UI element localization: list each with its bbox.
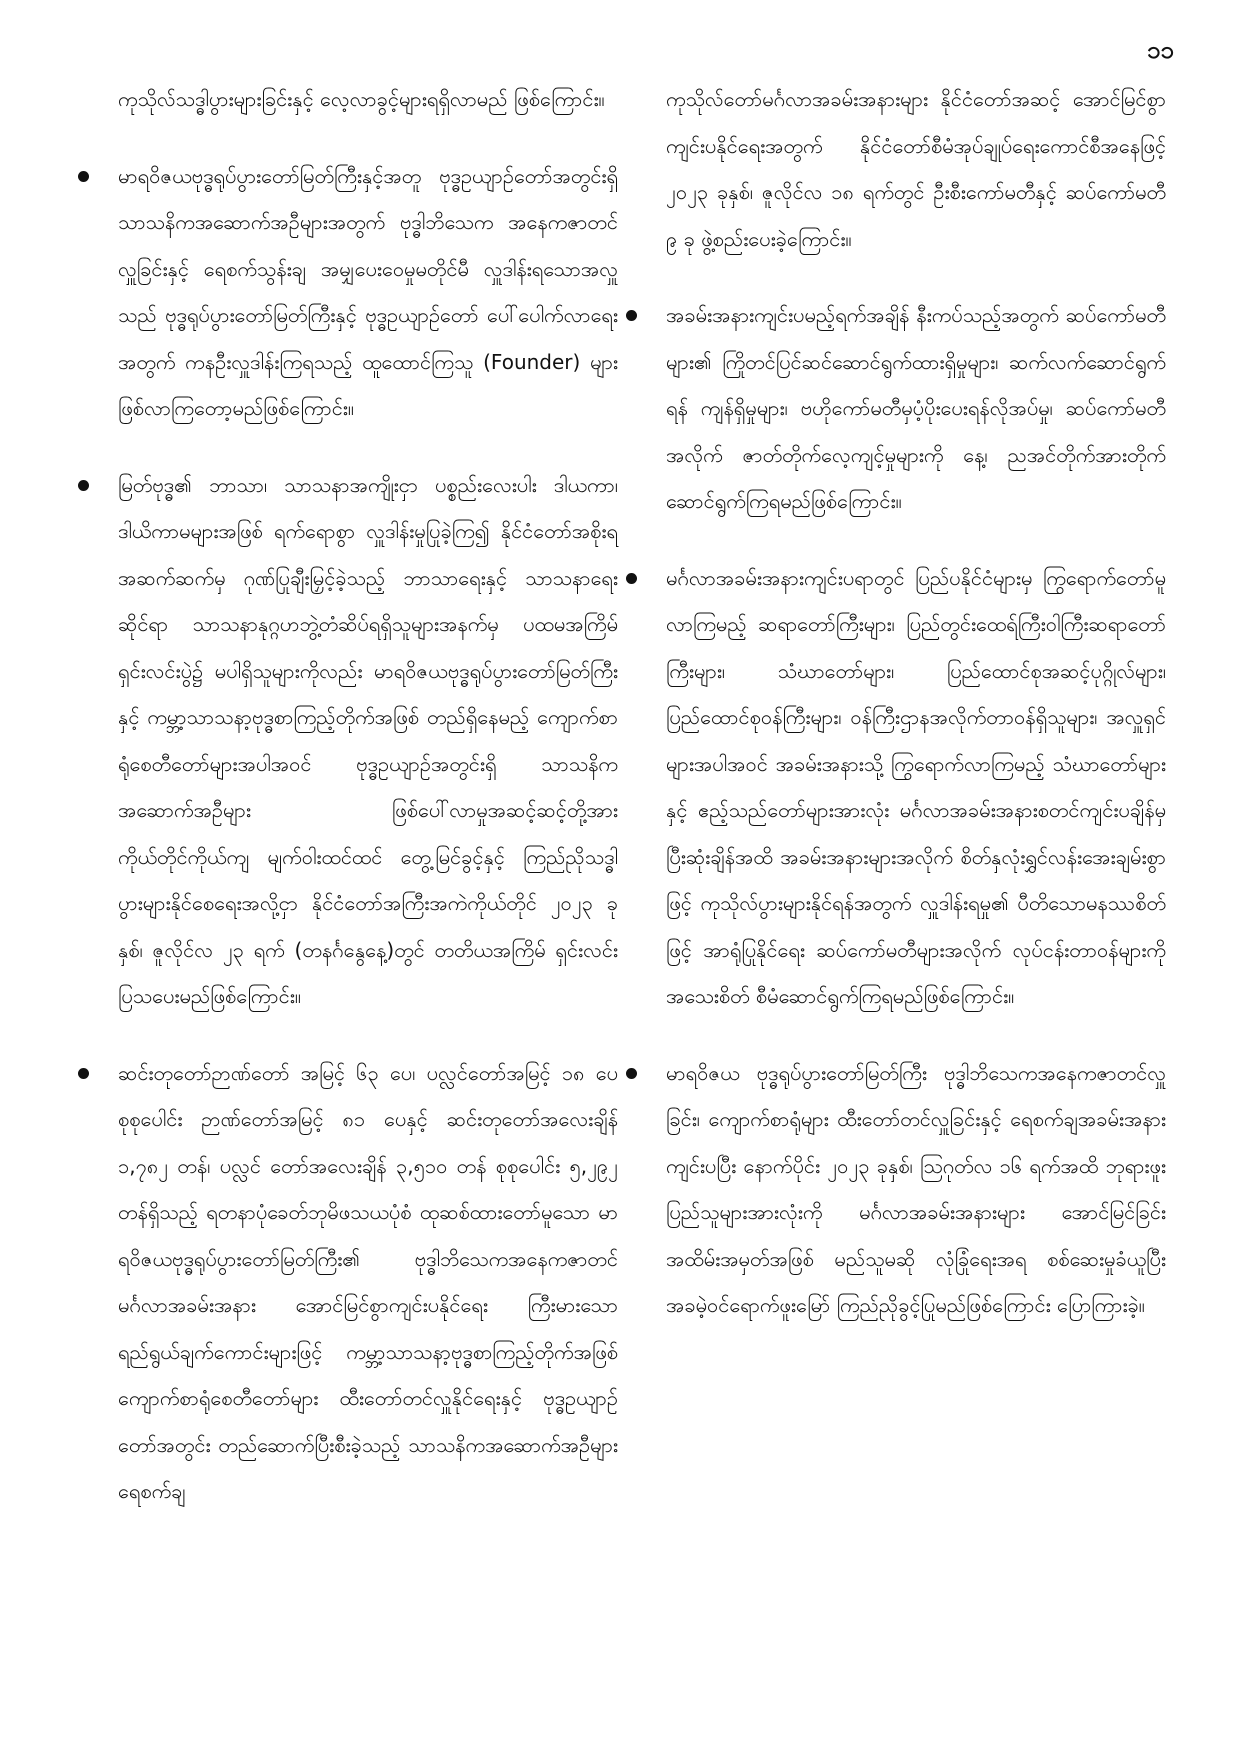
right-continuation-paragraph: ကုသိုလ်တော်မင်္ဂလာအခမ်းအနားများ နိုင်ငံတော်အဆင့် အောင်မြင်စွာ ကျင်းပနိုင်ရေးအတွက် နိုင်ငံတော်စီမံအုပ်ချုပ်ရေးကောင်စီအနေဖြင့် ၂၀၂၃ ခုနှစ်၊ ဇူလိုင်လ ၁၈ ရက်တွင် ဦးစီးကော်မတီနှင့် ဆပ်ကော်မတီ ၉ ခု ဖွဲ့စည်းပေးခဲ့ကြောင်း။ xyxy=(666,87,1166,251)
left-bullet-paragraph-1: မာရဝိဇယဗုဒ္ဓရုပ်ပွားတော်မြတ်ကြီးနှင့်အတူ ဗုဒ္ဓဥယျာဉ်တော်အတွင်းရှိ သာသနိကအဆောက်အဦများအတွက် ဗုဒ္ဓါဘိသေက အနေကဇာတင်လှူခြင်းနှင့် ရေစက်သွန်းချ အမျှပေးဝေမှုမတိုင်မီ လှူဒါန်းရသောအလှူသည် ဗုဒ္ဓရုပ်ပွားတော်မြတ်ကြီးနှင့် ဗုဒ္ဓဥယျာဉ်တော် ပေါ်ပေါက်လာရေးအတွက် ကနဦးလှူဒါန်းကြရသည့် ထူထောင်ကြသူ (Founder) များ ဖြစ်လာကြတော့မည်ဖြစ်ကြောင်း။ xyxy=(118,153,618,432)
page-number: ၁၁ xyxy=(1147,36,1174,64)
right-bullet-paragraph-2: မင်္ဂလာအခမ်းအနားကျင်းပရာတွင် ပြည်ပနိုင်ငံများမှ ကြွရောက်တော်မူလာကြမည့် ဆရာတော်ကြီးများ၊ ပြည်တွင်းထေရ်ကြီးဝါကြီးဆရာတော်ကြီးများ၊ သံဃာတော်များ၊ ပြည်ထောင်စုအဆင့်ပုဂ္ဂိုလ်များ၊ ပြည်ထောင်စုဝန်ကြီးများ၊ ဝန်ကြီးဌာနအလိုက်တာဝန်ရှိသူများ၊ အလှူရှင်များအပါအဝင် အခမ်းအနားသို့ ကြွရောက်လာကြမည့် သံဃာတော်များနှင့် ဧည့်သည်တော်များအားလုံး မင်္ဂလာအခမ်းအနားစတင်ကျင်းပချိန်မှ ပြီးဆုံးချိန်အထိ အခမ်းအနားများအလိုက် စိတ်နှလုံးရွှင်လန်းအေးချမ်းစွာဖြင့် ကုသိုလ်ပွားများနိုင်ရန်အတွက် လှူဒါန်းရမှု၏ ပီတိသောမနဿစိတ်ဖြင့် အာရုံပြုနိုင်ရေး ဆပ်ကော်မတီများအလိုက် လုပ်ငန်းတာဝန်များကို အသေးစိတ် စီမံဆောင်ရွက်ကြရမည်ဖြစ်ကြောင်း။ xyxy=(666,555,1166,1020)
left-bullet-paragraph-2: မြတ်ဗုဒ္ဓ၏ ဘာသာ၊ သာသနာအကျိုးငှာ ပစ္စည်းလေးပါး ဒါယကာ၊ ဒါယိကာမများအဖြစ် ရက်ရောစွာ လှူဒါန်းမှုပြုခဲ့ကြ၍ နိုင်ငံတော်အစိုးရ အဆက်ဆက်မှ ဂုဏ်ပြုချီးမြှင့်ခဲ့သည့် ဘာသာရေးနှင့် သာသနာရေးဆိုင်ရာ သာသနာနုဂ္ဂဟဘွဲ့တံဆိပ်ရရှိသူများအနက်မှ ပထမအကြိမ် ရှင်းလင်းပွဲ၌ မပါရှိသူများကိုလည်း မာရဝိဇယဗုဒ္ဓရုပ်ပွားတော်မြတ်ကြီးနှင့် ကမ္ဘာ့သာသနာ့ဗုဒ္ဓစာကြည့်တိုက်အဖြစ် တည်ရှိနေမည့် ကျောက်စာရုံစေတီတော်များအပါအဝင် ဗုဒ္ဓဥယျာဉ်အတွင်းရှိ သာသနိကအဆောက်အဦများ ဖြစ်ပေါ်လာမှုအဆင့်ဆင့်တို့အား ကိုယ်တိုင်ကိုယ်ကျ မျက်ဝါးထင်ထင် တွေ့မြင်ခွင့်နှင့် ကြည်ညိုသဒ္ဓါပွားများနိုင်စေရေးအလို့ငှာ နိုင်ငံတော်အကြီးအကဲကိုယ်တိုင် ၂၀၂၃ ခုနှစ်၊ ဇူလိုင်လ ၂၃ ရက် (တနင်္ဂနွေနေ့)တွင် တတိယအကြိမ် ရှင်းလင်းပြသပေးမည်ဖြစ်ကြောင်း။ xyxy=(118,462,618,1020)
left-bullet-paragraph-3: ဆင်းတုတော်ဉာဏ်တော် အမြင့် ၆၃ ပေ၊ ပလ္လင်တော်အမြင့် ၁၈ ပေ စုစုပေါင်း ဉာဏ်တော်အမြင့် ၈၁ ပေနှင့် ဆင်းတုတော်အလေးချိန် ၁,၇၈၂ တန်၊ ပလ္လင် တော်အလေးချိန် ၃,၅၁၀ တန် စုစုပေါင်း ၅,၂၉၂ တန်ရှိသည့် ရတနာပုံခေတ်ဘုမိဖသယပုံစံ ထုဆစ်ထားတော်မူသော မာရဝိဇယဗုဒ္ဓရုပ်ပွားတော်မြတ်ကြီး၏ ဗုဒ္ဓါဘိသေကအနေကဇာတင် မင်္ဂလာအခမ်းအနား အောင်မြင်စွာကျင်းပနိုင်ရေး ကြီးမားသောရည်ရွယ်ချက်ကောင်းများဖြင့် ကမ္ဘာ့သာသနာ့ဗုဒ္ဓစာကြည့်တိုက်အဖြစ် ကျောက်စာရုံစေတီတော်များ ထီးတော်တင်လှူနိုင်ရေးနှင့် ဗုဒ္ဓဥယျာဉ်တော်အတွင်း တည်ဆောက်ပြီးစီးခဲ့သည့် သာသနိကအဆောက်အဦများ ရေစက်ချ xyxy=(118,1050,618,1515)
right-bullet-paragraph-1: အခမ်းအနားကျင်းပမည့်ရက်အချိန် နီးကပ်သည့်အတွက် ဆပ်ကော်မတီများ၏ ကြိုတင်ပြင်ဆင်ဆောင်ရွက်ထားရှိမှုများ၊ ဆက်လက်ဆောင်ရွက်ရန် ကျန်ရှိမှုများ၊ ဗဟိုကော်မတီမှပံ့ပိုးပေးရန်လိုအပ်မှု၊ ဆပ်ကော်မတီအလိုက် ဇာတ်တိုက်လေ့ကျင့်မှုများကို နေ့၊ ညအင်တိုက်အားတိုက် ဆောင်ရွက်ကြရမည်ဖြစ်ကြောင်း။ xyxy=(666,292,1166,525)
left-continuation-paragraph: ကုသိုလ်သဒ္ဓါပွားများခြင်းနှင့် လေ့လာခွင့်များရရှိလာမည် ဖြစ်ကြောင်း။ xyxy=(118,87,605,111)
right-column xyxy=(666,76,1166,1359)
left-column xyxy=(118,76,618,1545)
right-bullet-paragraph-3: မာရဝိဇယ ဗုဒ္ဓရုပ်ပွားတော်မြတ်ကြီး ဗုဒ္ဓါဘိသေကအနေကဇာတင်လှူခြင်း၊ ကျောက်စာရုံများ ထီးတော်တင်လှူခြင်းနှင့် ရေစက်ချအခမ်းအနား ကျင်းပပြီး နောက်ပိုင်း ၂၀၂၃ ခုနှစ်၊ ဩဂုတ်လ ၁၆ ရက်အထိ ဘုရားဖူးပြည်သူများအားလုံးကို မင်္ဂလာအခမ်းအနားများ အောင်မြင်ခြင်းအထိမ်းအမှတ်အဖြစ် မည်သူမဆို လုံခြုံရေးအရ စစ်ဆေးမှုခံယူပြီး အခမဲ့ဝင်ရောက်ဖူးမြော် ကြည်ညိုခွင့်ပြုမည်ဖြစ်ကြောင်း ပြောကြားခဲ့။ xyxy=(666,1050,1166,1329)
